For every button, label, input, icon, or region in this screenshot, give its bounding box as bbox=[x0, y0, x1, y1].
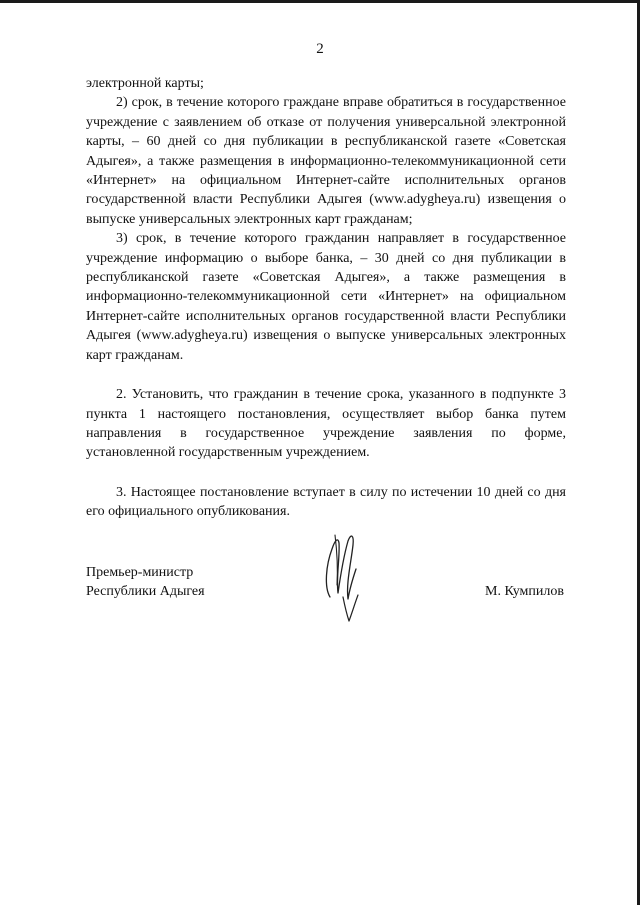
paragraph-continuation: электронной карты; bbox=[86, 76, 204, 91]
signatory-position-line-2: Республики Адыгея bbox=[86, 584, 205, 600]
signatory-name: М. Кумпилов bbox=[485, 584, 564, 599]
page-number: 2 bbox=[316, 41, 324, 57]
paragraph-clause-3: 3. Настоящее постановление вступает в силу по истечении 10 дней со дня его официального опубликования. bbox=[86, 484, 566, 520]
page-edge-top bbox=[0, 0, 640, 3]
document-body bbox=[86, 74, 566, 522]
paragraph-item-2: 2) срок, в течение которого граждане вправе обратиться в государственное учреждение с заявлением об отказе от получения универсальной электронной карты, – 60 дней со дня публикации в республиканской газете «Советская Адыгея», а также размещения в информационно-телекоммуникационной сети «Интернет» на официальном Интернет-сайте исполнительных органов государственной власти Республики Адыгея (www.adygheya.ru) извещения о выпуске универсальных электронных карт гражданам; bbox=[86, 95, 566, 227]
paragraph-item-3: 3) срок, в течение которого гражданин направляет в государственное учреждение информацию о выборе банка, – 30 дней со дня публикации в республиканской газете «Советская Адыгея», а также размещения в информационно-телекоммуникационной сети «Интернет» на официальном Интернет-сайте исполнительных органов государственной власти Республики Адыгея (www.adygheya.ru) извещения о выпуске универсальных электронных карт гражданам. bbox=[86, 231, 566, 363]
signatory-position bbox=[86, 563, 205, 602]
handwritten-signature bbox=[316, 527, 364, 627]
paragraph-clause-2: 2. Установить, что гражданин в течение срока, указанного в подпункте 3 пункта 1 настоящего постановления, осуществляет выбор банка путем направления в государственное учреждение заявления по форме, установленной государственным учреждением. bbox=[86, 387, 566, 461]
signatory-position-line-1: Премьер-министр bbox=[86, 565, 194, 580]
